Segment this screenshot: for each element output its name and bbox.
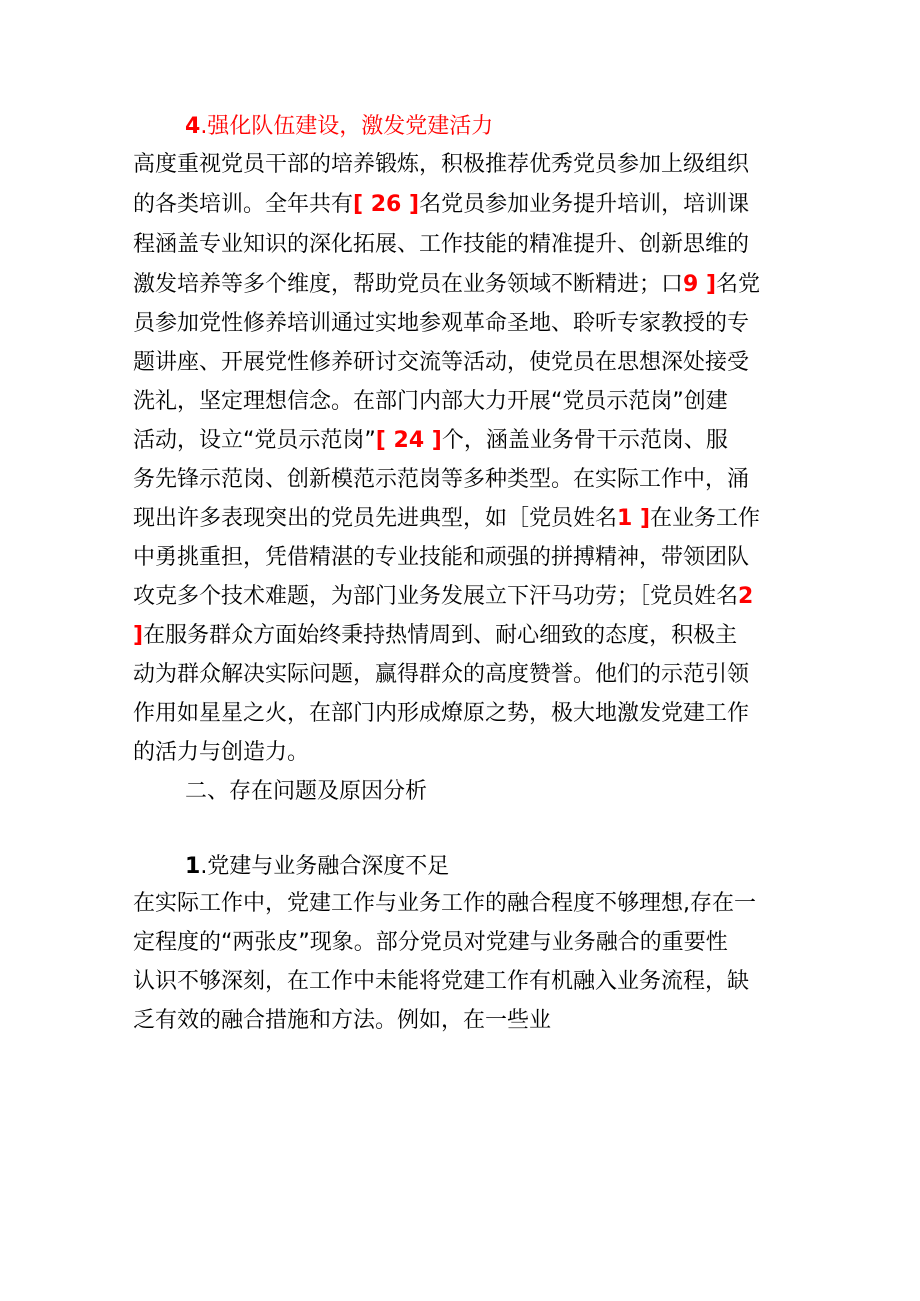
text-run: 作用如星星之火，在部门内形成燎原之势，极大地激发党建工作 [133,701,750,726]
subsection-heading-1 [185,848,449,886]
heading-text: .党建与业务融合深度不足 [200,854,450,879]
placeholder-value: 9 ] [683,272,717,297]
heading-number: 1 [185,854,201,879]
text-run: 个，涵盖业务骨干示范岗、服 [441,428,728,453]
placeholder-value: 1 ] [617,506,651,531]
heading-text: .强化队伍建设，激发党建活力 [200,114,494,139]
text-run: 动为群众解决实际问题，赢得群众的高度赞誉。他们的示范引领 [133,662,750,687]
paragraph-line [133,344,749,382]
text-run: 激发培养等多个维度，帮助党员在业务领域不断精进；口 [133,272,684,297]
text-run: 名党 [716,272,761,297]
text-run: 的各类培训。全年共有 [133,192,354,217]
text-run: 名党员参加业务提升培训，培训课 [419,192,750,217]
text-run: 认识不够深刻，在工作中未能将党建工作有机融入业务流程，缺 [133,969,750,994]
paragraph-line [133,656,749,694]
text-run: 程涵盖专业知识的深化拓展、工作技能的精准提升、创新思维的 [133,232,750,257]
paragraph-line [133,578,753,616]
text-run: 活动，设立“党员示范岗” [133,428,376,453]
paragraph-line [133,266,760,304]
paragraph-line [133,539,749,577]
paragraph-line [133,963,749,1001]
section-heading-2 [185,773,427,811]
text-run: 务先锋示范岗、创新模范示范岗等多种类型。在实际工作中，涌 [133,467,750,492]
paragraph-line [133,146,749,184]
paragraph-line [133,305,749,343]
paragraph-line [133,734,309,772]
text-run: 在实际工作中，党建工作与业务工作的融合程度不够理想,存在一 [133,891,756,916]
paragraph-line [133,695,749,733]
placeholder-value: 2 [738,584,754,609]
placeholder-value: [ 26 ] [353,192,420,217]
paragraph-line [133,461,749,499]
heading-text: 二、存在问题及原因分析 [185,779,428,804]
placeholder-value: ] [133,623,144,648]
paragraph-line [133,383,728,421]
placeholder-value: [ 24 ] [375,428,442,453]
text-run: 在服务群众方面始终秉持热情周到、耐心细致的态度，积极主 [143,623,738,648]
text-run: 的活力与创造力。 [133,740,310,765]
text-run: 洗礼，坚定理想信念。在部门内部大力开展“党员示范岗”创建 [133,389,728,414]
paragraph-line [133,186,749,224]
text-run: 乏有效的融合措施和方法。例如，在一些业 [133,1008,552,1033]
text-run: 题讲座、开展党性修养研讨交流等活动，使党员在思想深处接受 [133,350,750,375]
paragraph-line [133,885,756,923]
heading-number: 4 [185,114,201,139]
text-run: 高度重视党员干部的培养锻炼，积极推荐优秀党员参加上级组织 [133,152,750,177]
section-heading-4 [185,108,493,146]
text-run: 现出许多表现突出的党员先进典型，如［党员姓名 [133,506,618,531]
paragraph-line [133,226,749,264]
text-run: 员参加党性修养培训通过实地参观革命圣地、聆听专家教授的专 [133,311,750,336]
text-run: 攻克多个技术难题，为部门业务发展立下汗马功劳；［党员姓名 [133,584,739,609]
text-run: 定程度的“两张皮”现象。部分党员对党建与业务融合的重要性 [133,930,728,955]
paragraph-line [133,1002,551,1040]
paragraph-line [133,422,728,460]
text-run: 在业务工作 [650,506,761,531]
paragraph-line [133,924,728,962]
paragraph-line [133,500,760,538]
paragraph-line [133,617,737,655]
text-run: 中勇挑重担，凭借精湛的专业技能和顽强的拼搏精神，带领团队 [133,545,750,570]
